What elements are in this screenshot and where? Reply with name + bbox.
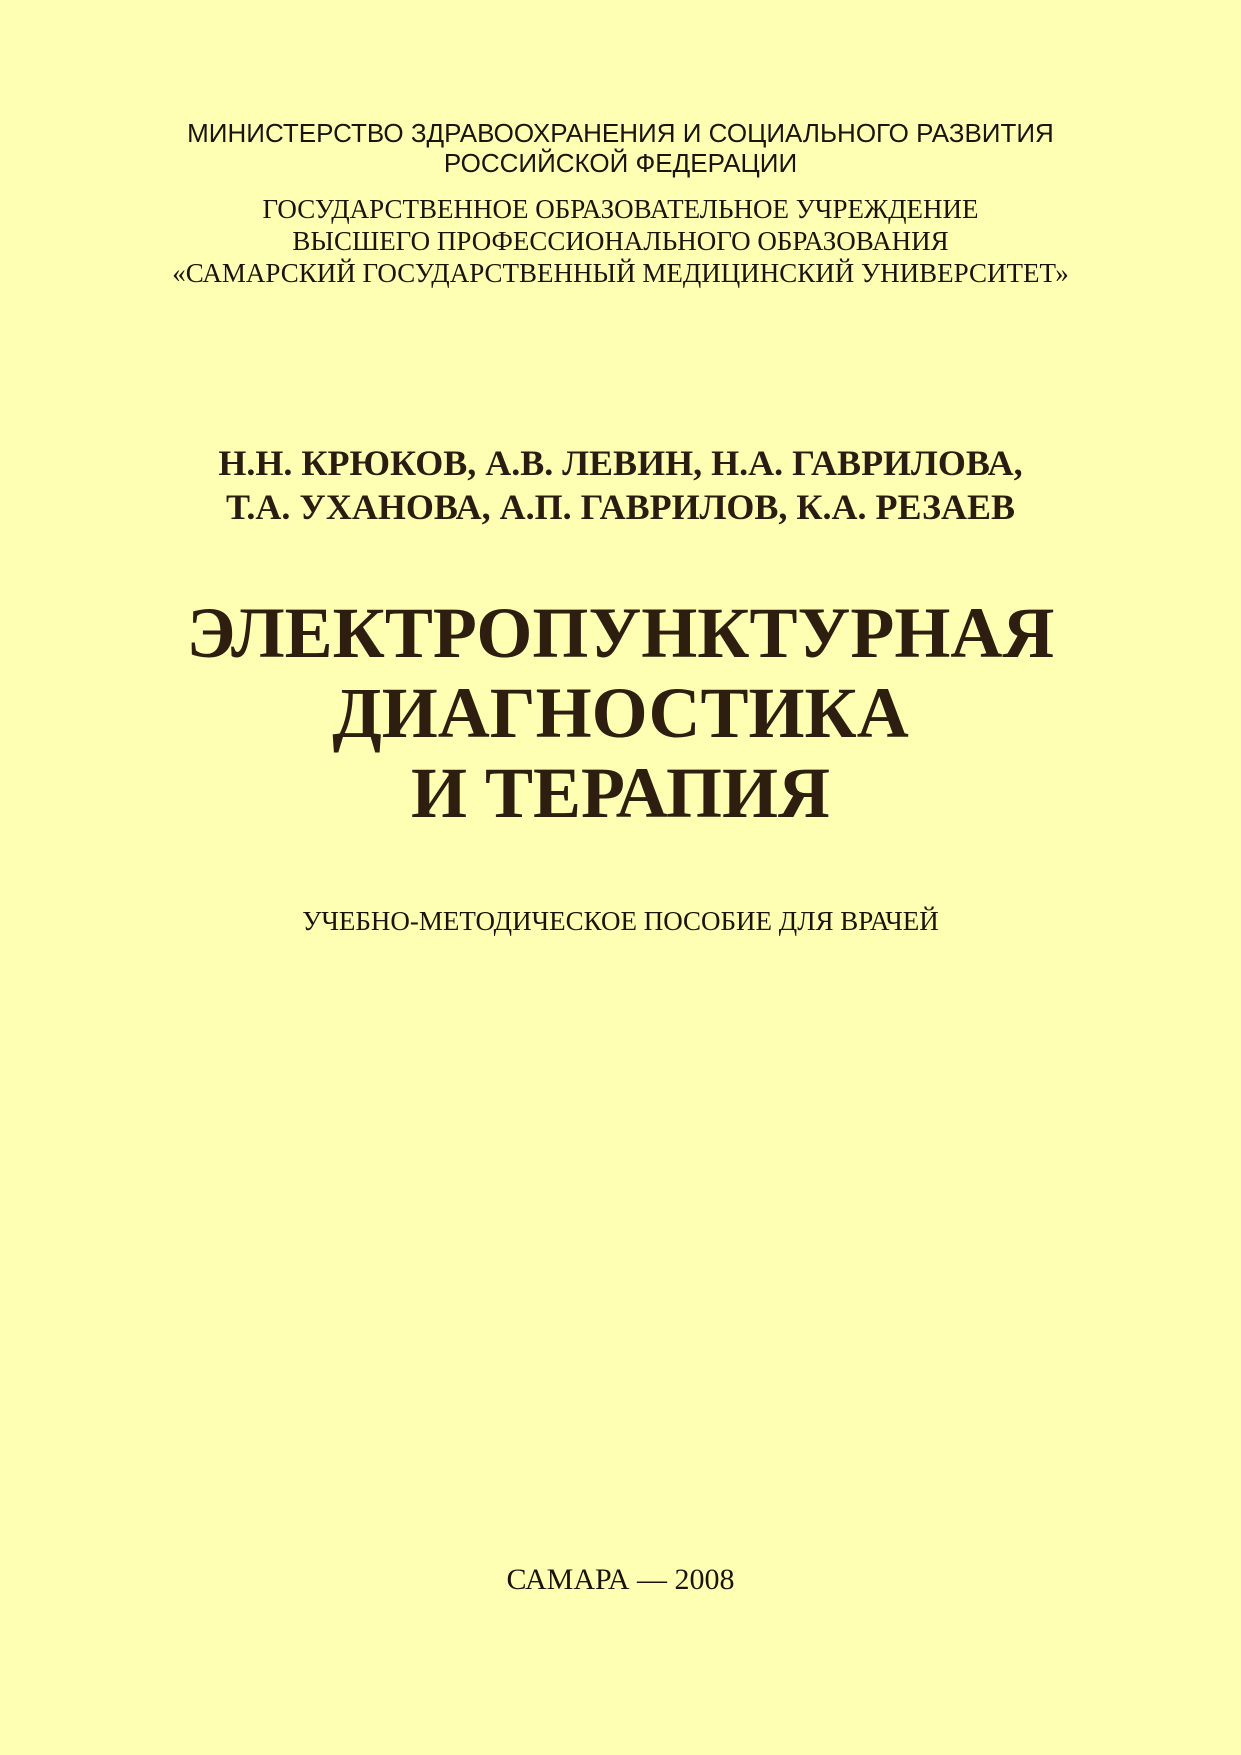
institution-heading: [0, 193, 1241, 289]
institution-line-3: «САМАРСКИЙ ГОСУДАРСТВЕННЫЙ МЕДИЦИНСКИЙ УНИВЕРСИТЕТ»: [172, 258, 1069, 288]
title-line-3: И ТЕРАПИЯ: [410, 753, 831, 833]
ministry-heading: [0, 118, 1241, 178]
ministry-line-2: РОССИЙСКОЙ ФЕДЕРАЦИИ: [443, 148, 798, 178]
ministry-line-1: МИНИСТЕРСТВО ЗДРАВООХРАНЕНИЯ И СОЦИАЛЬНОГО РАЗВИТИЯ: [187, 118, 1054, 148]
authors-line-2: Т.А. УХАНОВА, А.П. ГАВРИЛОВ, К.А. РЕЗАЕВ: [226, 487, 1015, 527]
title-line-2: ДИАГНОСТИКА: [332, 673, 909, 753]
institution-line-2: ВЫСШЕГО ПРОФЕССИОНАЛЬНОГО ОБРАЗОВАНИЯ: [292, 226, 949, 256]
book-title: [0, 593, 1241, 833]
imprint-city-year: САМАРА — 2008: [506, 1563, 735, 1596]
book-subtitle: УЧЕБНО-МЕТОДИЧЕСКОЕ ПОСОБИЕ ДЛЯ ВРАЧЕЙ: [302, 906, 939, 936]
title-line-1: ЭЛЕКТРОПУНКТУРНАЯ: [186, 593, 1055, 673]
authors-list: [0, 441, 1241, 529]
authors-line-1: Н.Н. КРЮКОВ, А.В. ЛЕВИН, Н.А. ГАВРИЛОВА,: [218, 443, 1023, 483]
institution-line-1: ГОСУДАРСТВЕННОЕ ОБРАЗОВАТЕЛЬНОЕ УЧРЕЖДЕНИЕ: [262, 194, 979, 224]
